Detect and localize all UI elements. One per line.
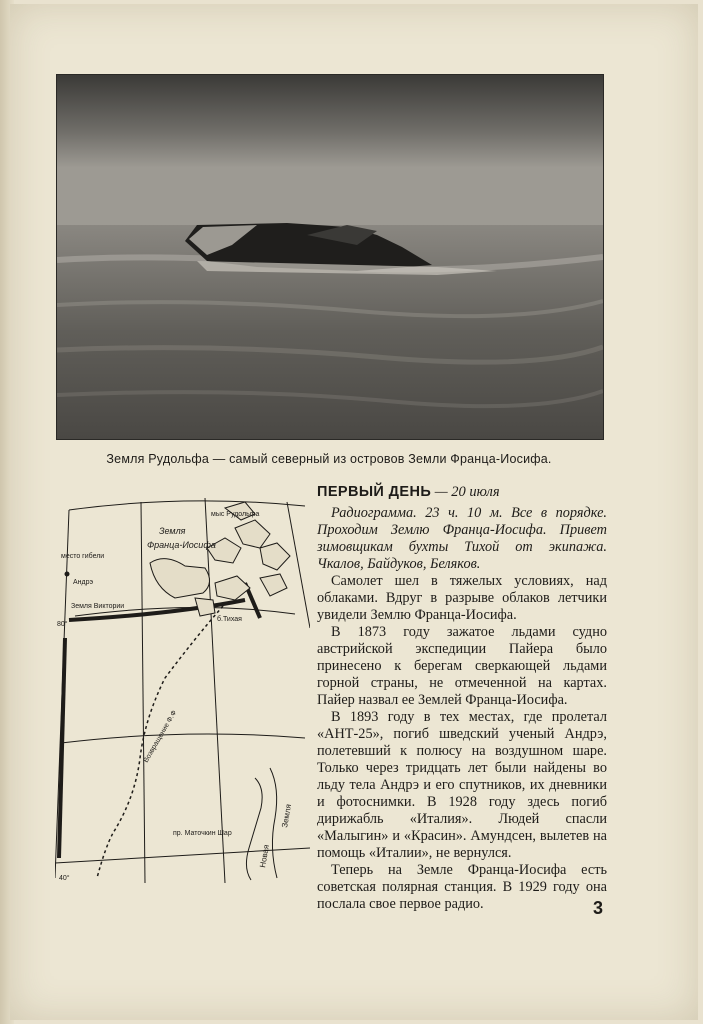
map-label-zemlya2: Земля (280, 803, 294, 829)
map-label-tikhaya: б.Тихая (217, 616, 242, 623)
paragraph: В 1873 году зажатое льдами судно австрийской экспедиции Пайера было принесено к берегам сверкающей льдами горной страны, не отмеченной на картах. Пайер назвал ее Землей Франца-Иосифа. (317, 624, 607, 708)
island-photo (56, 74, 604, 440)
map-label-route: Возвращение Ф.Ф (142, 709, 179, 764)
map-label-mesto: место гибели (61, 553, 105, 560)
paragraph: Самолет шел в тяжелых условиях, над облаками. Вдруг в разрыве облаков летчики увидели Землю Франца-Иосифа. (317, 573, 607, 623)
map-label-zemlya: Земля (159, 526, 186, 536)
route-map (55, 488, 310, 883)
map-label-matochkin: пр. Маточкин Шар (173, 830, 232, 837)
paragraph: В 1893 году в тех местах, где пролетал «АНТ-25», погиб шведский ученый Андрэ, полетевший к полюсу на воздушном шаре. Только через тридцать лет были найдены во льду тела Андрэ и его спутников, их дневники и фотоснимки. В 1928 году здесь погиб дирижабль «Италия». Людей спасли «Малыгин» и «Красин». Амундсен, вылетев на помощь «Италии», не вернулся. (317, 709, 607, 861)
andre-site-marker (65, 572, 70, 577)
article-column (317, 484, 607, 913)
page-number: 3 (593, 898, 604, 918)
map-label-rudolf: мыс Рудольфа (211, 511, 260, 518)
photo-caption: Земля Рудольфа — самый северный из островов Земли Франца-Иосифа. (106, 452, 552, 466)
heading-title: ПЕРВЫЙ ДЕНЬ (317, 484, 432, 500)
map-label-novaya: Новая (258, 843, 271, 869)
map-label-lat80: 80° (57, 621, 68, 628)
paragraph-radiogram: Радиограмма. 23 ч. 10 м. Все в порядке. Проходим Землю Франца-Иосифа. Привет зимовщикам бухты Тихой от экипажа. Чкалов, Байдуков, Беляков. (317, 505, 607, 572)
article-heading (317, 484, 607, 501)
map-label-franca: Франца-Иосифа (147, 540, 216, 550)
map-label-viktoria: Земля Виктории (71, 603, 125, 610)
paragraph: Теперь на Земле Франца-Иосифа есть советская полярная станция. В 1929 году она послала свое первое радио. (317, 862, 607, 912)
map-label-andre: Андрэ (73, 579, 94, 586)
franz-josef-islands (150, 502, 290, 616)
map-label-lon40: 40° (59, 875, 70, 882)
heading-date: — 20 июля (434, 484, 500, 500)
